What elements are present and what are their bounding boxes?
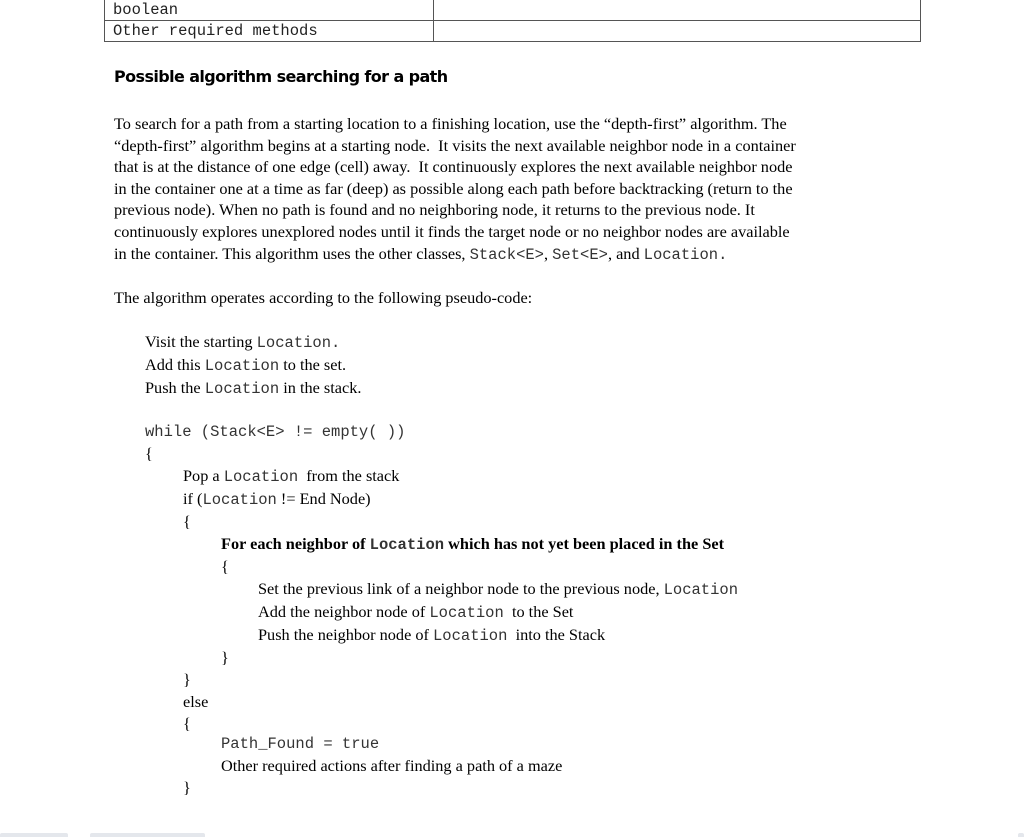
text-line xyxy=(221,756,562,776)
text-segment: Visit the starting xyxy=(145,332,257,351)
text-segment: in the stack. xyxy=(279,378,362,397)
text-line xyxy=(221,534,724,555)
text-segment: from the stack xyxy=(298,466,400,485)
text-segment: Push the xyxy=(145,378,205,397)
text-segment: Pop a xyxy=(183,466,224,485)
text-segment: previous node). When no path is found and no neighboring node, it returns to the previous node. It xyxy=(114,200,755,219)
text-line xyxy=(258,602,573,623)
text-segment: To search for a path from a starting location to a finishing location, use the “depth-first” algorithm. The xyxy=(114,114,787,133)
text-line xyxy=(221,733,379,754)
code-text: Location xyxy=(433,627,508,645)
text-segment: , and xyxy=(607,244,644,263)
text-segment: { xyxy=(145,444,153,463)
text-line xyxy=(183,512,191,532)
text-segment: else xyxy=(183,692,209,711)
text-line xyxy=(145,378,361,399)
text-segment: continuously explores unexplored nodes until it finds the target node or no neighbor nodes are available xyxy=(114,222,790,241)
text-line xyxy=(183,489,371,510)
table-row xyxy=(105,0,921,21)
text-line xyxy=(221,648,229,668)
text-segment: != End Node) xyxy=(276,489,371,508)
text-line xyxy=(114,200,755,220)
text-line xyxy=(114,179,793,199)
table-cell xyxy=(434,0,921,21)
code-text: Location xyxy=(204,357,280,375)
text-line xyxy=(183,778,191,798)
code-text: Location xyxy=(369,536,445,554)
code-text: Location xyxy=(663,581,739,599)
text-segment: if ( xyxy=(183,489,203,508)
table-row xyxy=(105,21,921,42)
text-segment: } xyxy=(221,648,229,667)
text-segment: in the container one at a time as far (deep) as possible along each path before backtracking (return to the xyxy=(114,179,793,198)
text-segment: Add the neighbor node of xyxy=(258,602,430,621)
text-line xyxy=(114,244,727,265)
text-line xyxy=(145,332,340,353)
text-line xyxy=(183,692,208,712)
text-segment: Set the previous link of a neighbor node to the previous node, xyxy=(258,579,664,598)
text-line xyxy=(114,157,792,177)
text-line xyxy=(258,625,605,646)
text-segment: into the Stack xyxy=(507,625,606,644)
text-segment: The algorithm operates according to the following pseudo-code: xyxy=(114,288,533,307)
text-line xyxy=(145,355,346,376)
text-segment: Push the neighbor node of xyxy=(258,625,433,644)
code-text: Location xyxy=(204,380,280,398)
text-segment: “depth-first” algorithm begins at a starting node. It visits the next available neighbor node in a container xyxy=(114,136,796,155)
text-line xyxy=(114,136,796,156)
section-heading: Possible algorithm searching for a path xyxy=(114,67,448,86)
text-segment: { xyxy=(183,714,191,733)
text-segment: } xyxy=(183,670,191,689)
text-segment: { xyxy=(221,557,229,576)
text-segment: Other required actions after finding a path of a maze xyxy=(221,756,563,775)
text-segment: , xyxy=(543,244,553,263)
text-segment: which has not yet been placed in the Set xyxy=(444,534,725,553)
code-text: Path_Found = true xyxy=(221,735,380,753)
table-cell: boolean xyxy=(105,0,434,21)
table-cell xyxy=(434,21,921,42)
scrollbar-segment[interactable] xyxy=(0,833,68,837)
text-line xyxy=(183,670,191,690)
methods-table xyxy=(104,0,921,42)
text-segment: to the set. xyxy=(279,355,347,374)
text-line xyxy=(114,222,790,242)
text-line xyxy=(145,444,153,464)
text-line xyxy=(114,288,532,308)
text-line xyxy=(145,421,405,442)
text-line xyxy=(258,579,738,600)
code-text: while (Stack<E> != empty( )) xyxy=(145,423,406,441)
code-text: Location xyxy=(202,491,277,509)
code-text: Location. xyxy=(643,246,728,264)
scrollbar-segment[interactable] xyxy=(90,833,205,837)
text-line xyxy=(114,114,787,134)
text-line xyxy=(183,466,399,487)
code-text: Stack<E> xyxy=(469,246,544,264)
table-cell: Other required methods xyxy=(105,21,434,42)
code-text: Set<E> xyxy=(552,246,608,264)
code-text: Location. xyxy=(256,334,341,352)
scrollbar-segment[interactable] xyxy=(1018,833,1024,837)
text-segment: Add this xyxy=(145,355,205,374)
code-text: Location xyxy=(223,468,299,486)
text-segment: that is at the distance of one edge (cell) away. It continuously explores the next available neighbor node xyxy=(114,157,793,176)
text-segment: } xyxy=(183,778,191,797)
text-segment: to the Set xyxy=(503,602,574,621)
text-segment: For each neighbor of xyxy=(221,534,370,553)
text-segment: in the container. This algorithm uses the other classes, xyxy=(114,244,470,263)
text-line xyxy=(221,557,229,577)
code-text: Location xyxy=(429,604,504,622)
text-segment: { xyxy=(183,512,191,531)
text-line xyxy=(183,714,191,734)
